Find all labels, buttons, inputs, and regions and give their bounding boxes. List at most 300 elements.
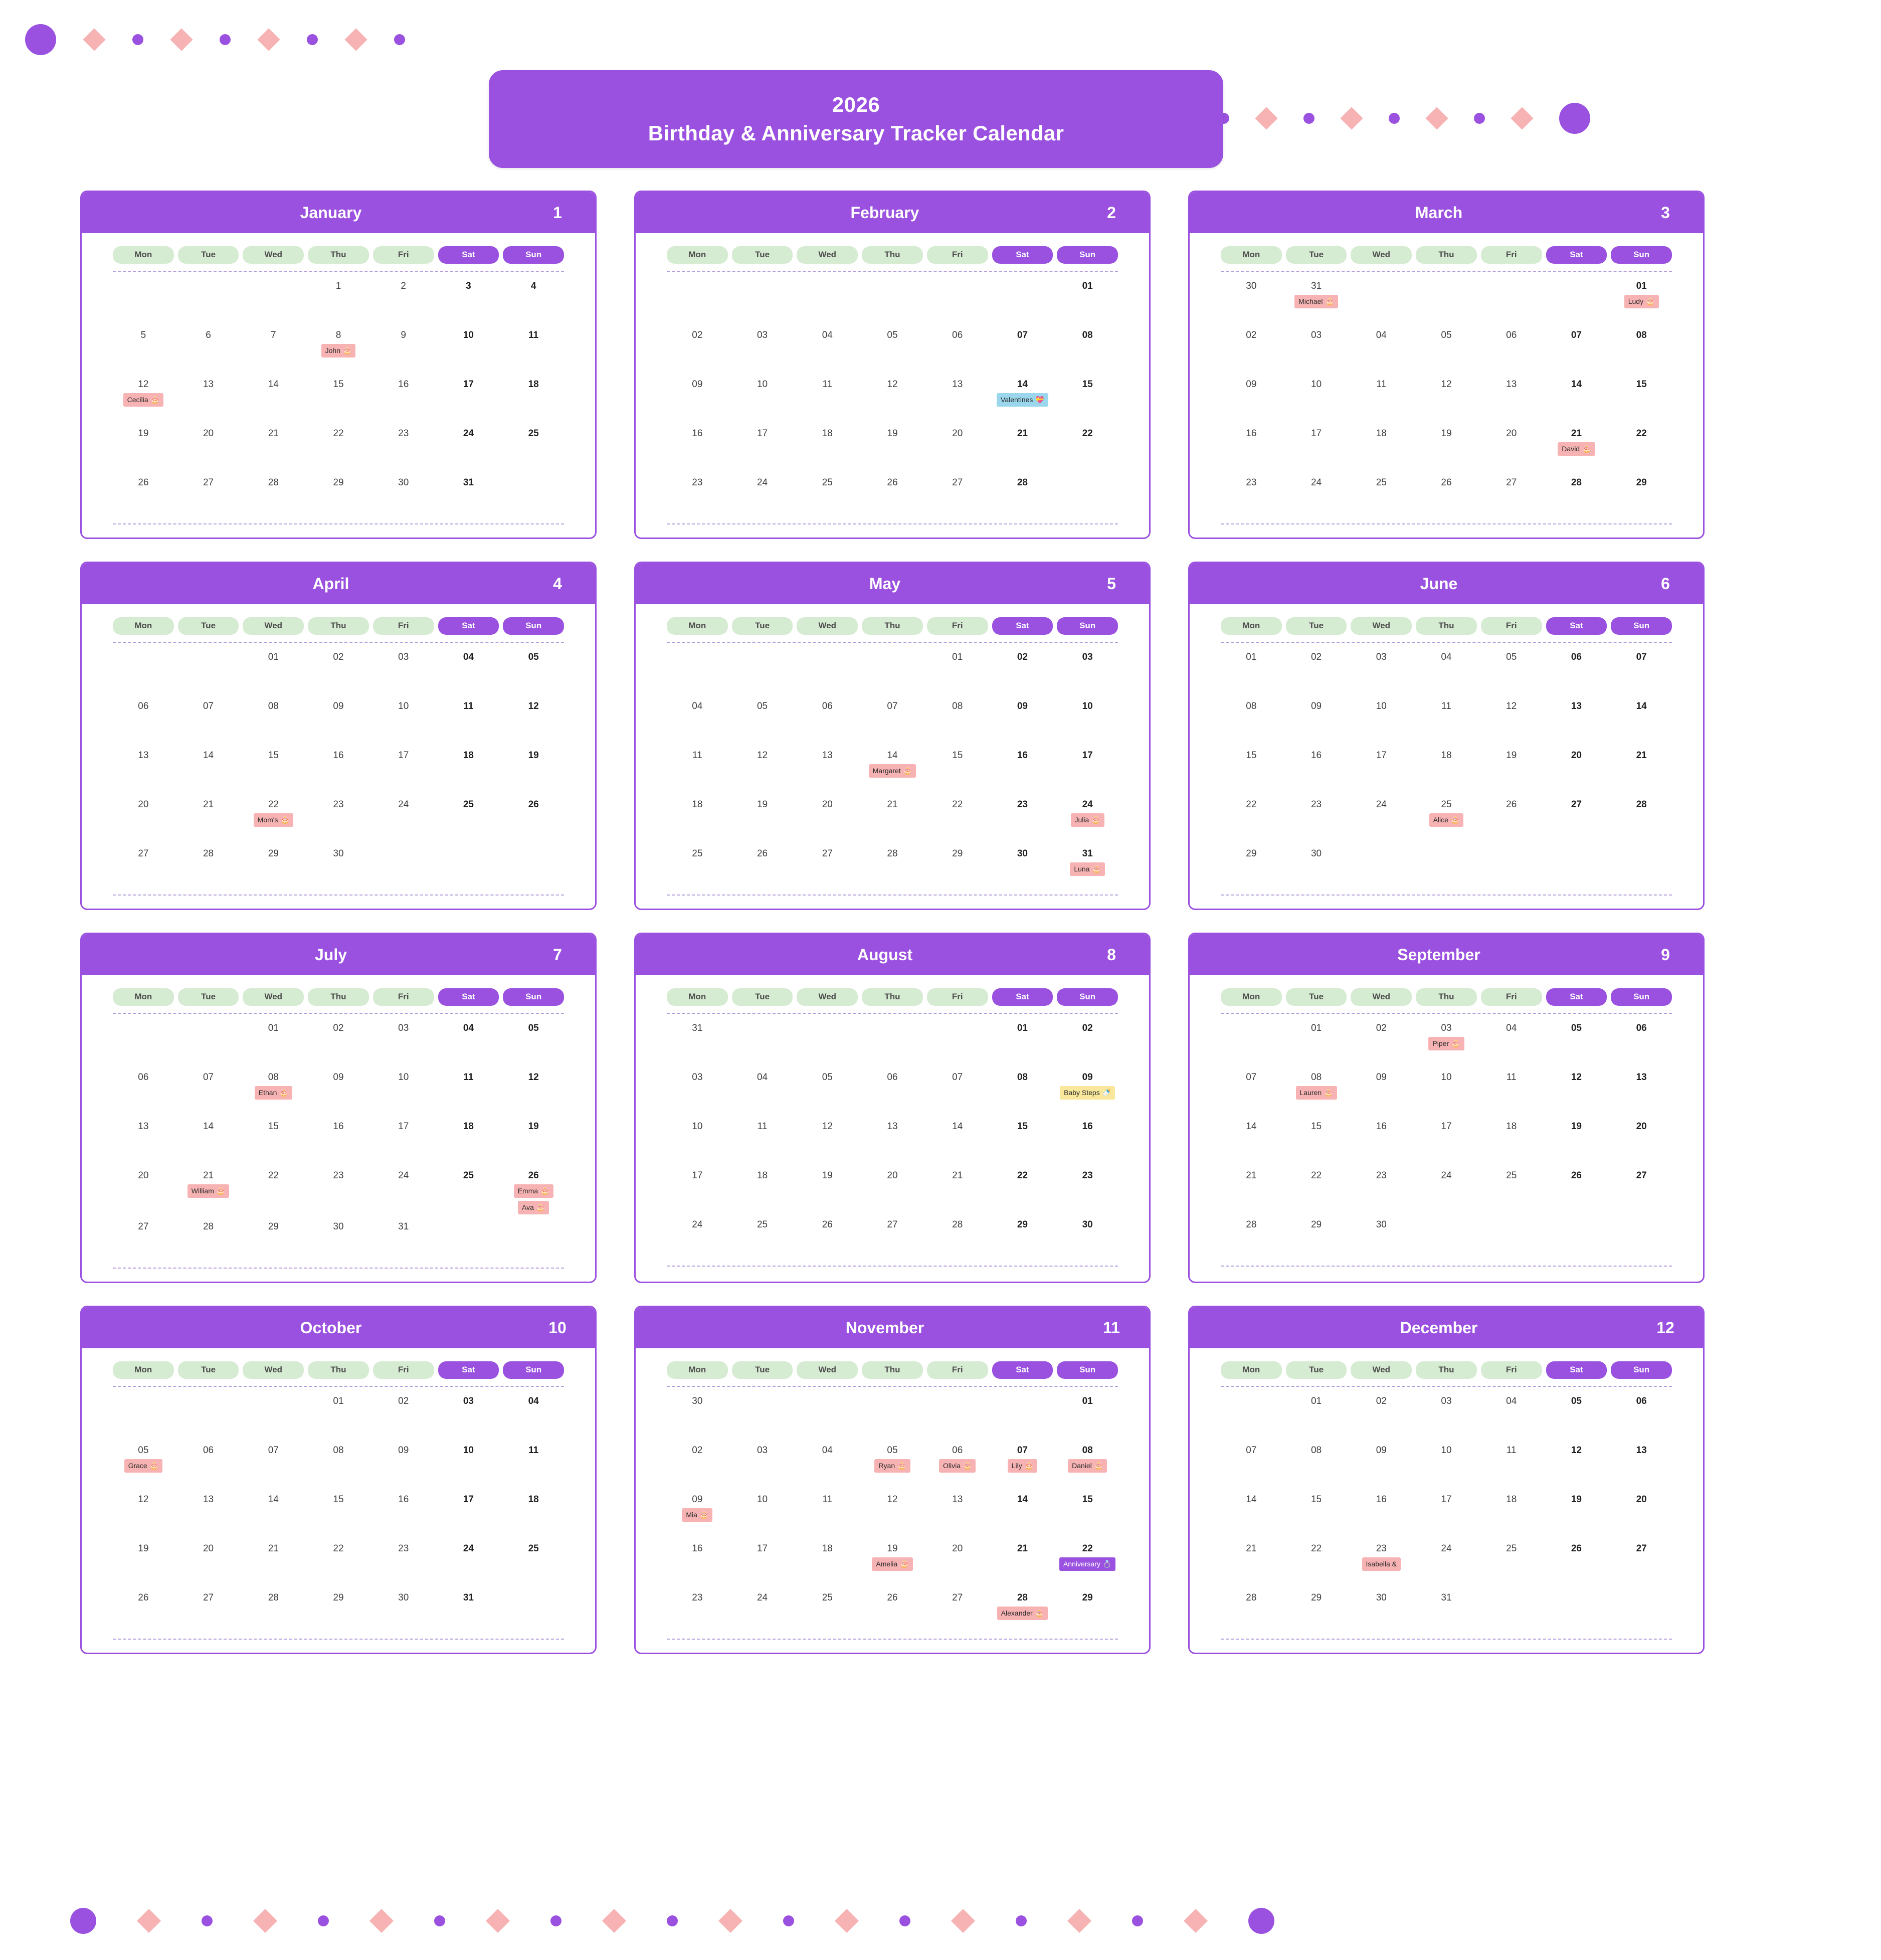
day-cell[interactable] [1416,372,1477,421]
day-cell[interactable] [927,743,988,792]
day-cell[interactable] [243,645,304,694]
day-cell[interactable] [113,1163,174,1214]
day-cell[interactable] [1286,1114,1347,1163]
day-cell[interactable] [373,1065,434,1114]
day-cell[interactable] [732,1114,793,1163]
day-cell[interactable] [1351,645,1412,694]
day-cell[interactable] [992,421,1053,470]
day-cell[interactable] [927,470,988,519]
day-cell[interactable] [1221,372,1282,421]
event-chip[interactable] [518,1201,549,1214]
day-cell[interactable] [862,421,923,470]
day-cell[interactable] [1481,1536,1542,1585]
day-cell[interactable] [862,372,923,421]
day-cell[interactable] [178,743,239,792]
day-cell[interactable] [1416,1016,1477,1065]
day-cell[interactable] [1057,274,1118,323]
day-cell[interactable] [113,1214,174,1264]
day-cell[interactable] [1611,372,1672,421]
day-cell[interactable] [1611,1016,1672,1065]
day-cell[interactable] [1481,694,1542,743]
day-cell[interactable] [667,694,728,743]
day-cell[interactable] [1221,792,1282,841]
day-cell[interactable] [178,1438,239,1487]
day-cell[interactable] [373,274,434,323]
day-cell[interactable] [1221,1114,1282,1163]
day-cell[interactable] [927,1212,988,1262]
day-cell[interactable] [1286,1212,1347,1262]
day-cell[interactable] [797,372,858,421]
day-cell[interactable] [243,1065,304,1114]
day-cell[interactable] [992,1487,1053,1536]
day-cell[interactable] [667,1585,728,1635]
day-cell[interactable] [992,1065,1053,1114]
day-cell[interactable] [1351,1585,1412,1635]
day-cell[interactable] [113,1438,174,1487]
day-cell[interactable] [862,841,923,890]
day-cell[interactable] [503,372,564,421]
event-chip[interactable] [939,1459,976,1473]
day-cell[interactable] [1221,1163,1282,1212]
day-cell[interactable] [732,1065,793,1114]
day-cell[interactable] [732,323,793,372]
event-chip[interactable] [1294,295,1338,308]
day-cell[interactable] [1057,421,1118,470]
day-cell[interactable] [1351,1065,1412,1114]
day-cell[interactable] [308,645,369,694]
day-cell[interactable] [1481,372,1542,421]
day-cell[interactable] [1481,1389,1542,1438]
day-cell[interactable] [1286,645,1347,694]
day-cell[interactable] [667,1163,728,1212]
day-cell[interactable] [1057,743,1118,792]
day-cell[interactable] [1611,421,1672,470]
day-cell[interactable] [992,1438,1053,1487]
day-cell[interactable] [992,1016,1053,1065]
day-cell[interactable] [992,1114,1053,1163]
day-cell[interactable] [797,1487,858,1536]
day-cell[interactable] [1416,1438,1477,1487]
day-cell[interactable] [732,841,793,890]
day-cell[interactable] [438,421,499,470]
day-cell[interactable] [797,792,858,841]
day-cell[interactable] [797,743,858,792]
event-chip[interactable] [187,1184,230,1198]
day-cell[interactable] [243,1114,304,1163]
day-cell[interactable] [862,1212,923,1262]
day-cell[interactable] [1611,645,1672,694]
day-cell[interactable] [732,1163,793,1212]
day-cell[interactable] [1351,1487,1412,1536]
day-cell[interactable] [113,470,174,519]
day-cell[interactable] [308,1065,369,1114]
event-chip[interactable] [124,1459,163,1473]
event-chip[interactable] [872,1557,912,1571]
event-chip[interactable] [874,1459,910,1473]
day-cell[interactable] [1416,1487,1477,1536]
day-cell[interactable] [992,1536,1053,1585]
day-cell[interactable] [1057,1016,1118,1065]
event-chip[interactable] [1558,442,1595,456]
day-cell[interactable] [373,694,434,743]
day-cell[interactable] [243,1163,304,1214]
day-cell[interactable] [373,1214,434,1264]
day-cell[interactable] [1221,1212,1282,1262]
day-cell[interactable] [797,323,858,372]
day-cell[interactable] [1351,421,1412,470]
day-cell[interactable] [178,372,239,421]
day-cell[interactable] [1286,421,1347,470]
day-cell[interactable] [1057,323,1118,372]
day-cell[interactable] [1546,1487,1607,1536]
day-cell[interactable] [667,1212,728,1262]
day-cell[interactable] [927,645,988,694]
day-cell[interactable] [1221,274,1282,323]
day-cell[interactable] [1286,1163,1347,1212]
day-cell[interactable] [503,645,564,694]
event-chip[interactable] [1624,295,1659,308]
day-cell[interactable] [1351,792,1412,841]
day-cell[interactable] [1611,792,1672,841]
day-cell[interactable] [308,1585,369,1635]
day-cell[interactable] [438,1114,499,1163]
day-cell[interactable] [503,274,564,323]
event-chip[interactable] [321,344,356,358]
day-cell[interactable] [373,470,434,519]
day-cell[interactable] [927,1487,988,1536]
day-cell[interactable] [308,1214,369,1264]
day-cell[interactable] [243,470,304,519]
day-cell[interactable] [373,1487,434,1536]
day-cell[interactable] [797,421,858,470]
day-cell[interactable] [992,1163,1053,1212]
day-cell[interactable] [1546,1016,1607,1065]
day-cell[interactable] [797,1163,858,1212]
day-cell[interactable] [308,792,369,841]
day-cell[interactable] [113,421,174,470]
day-cell[interactable] [178,841,239,890]
day-cell[interactable] [308,1389,369,1438]
day-cell[interactable] [1057,1389,1118,1438]
day-cell[interactable] [373,1536,434,1585]
day-cell[interactable] [113,1585,174,1635]
day-cell[interactable] [1416,792,1477,841]
day-cell[interactable] [178,1114,239,1163]
day-cell[interactable] [1546,1114,1607,1163]
day-cell[interactable] [1546,792,1607,841]
day-cell[interactable] [308,1163,369,1214]
day-cell[interactable] [667,1016,728,1065]
day-cell[interactable] [373,1016,434,1065]
day-cell[interactable] [732,1536,793,1585]
day-cell[interactable] [667,372,728,421]
day-cell[interactable] [1481,470,1542,519]
day-cell[interactable] [1611,1536,1672,1585]
day-cell[interactable] [1351,1389,1412,1438]
day-cell[interactable] [438,694,499,743]
event-chip[interactable] [1070,862,1105,876]
day-cell[interactable] [503,1487,564,1536]
day-cell[interactable] [797,470,858,519]
day-cell[interactable] [1546,1389,1607,1438]
event-chip[interactable] [1428,1037,1464,1050]
day-cell[interactable] [1057,372,1118,421]
event-chip[interactable] [1296,1086,1337,1100]
day-cell[interactable] [992,792,1053,841]
day-cell[interactable] [243,841,304,890]
day-cell[interactable] [862,1114,923,1163]
day-cell[interactable] [1611,1065,1672,1114]
day-cell[interactable] [1611,470,1672,519]
day-cell[interactable] [113,372,174,421]
day-cell[interactable] [1481,1016,1542,1065]
day-cell[interactable] [503,1536,564,1585]
day-cell[interactable] [243,1438,304,1487]
day-cell[interactable] [1481,1487,1542,1536]
day-cell[interactable] [438,1389,499,1438]
day-cell[interactable] [1416,645,1477,694]
day-cell[interactable] [113,743,174,792]
day-cell[interactable] [503,743,564,792]
day-cell[interactable] [503,1065,564,1114]
day-cell[interactable] [178,694,239,743]
day-cell[interactable] [1286,694,1347,743]
day-cell[interactable] [308,841,369,890]
day-cell[interactable] [308,694,369,743]
day-cell[interactable] [1221,1585,1282,1635]
day-cell[interactable] [1286,1016,1347,1065]
day-cell[interactable] [1286,1536,1347,1585]
day-cell[interactable] [667,1389,728,1438]
day-cell[interactable] [862,1065,923,1114]
day-cell[interactable] [1351,743,1412,792]
day-cell[interactable] [862,1585,923,1635]
event-chip[interactable] [254,813,293,827]
event-chip[interactable] [1068,1459,1107,1473]
day-cell[interactable] [927,421,988,470]
day-cell[interactable] [667,1065,728,1114]
day-cell[interactable] [178,1163,239,1214]
day-cell[interactable] [797,1065,858,1114]
day-cell[interactable] [1221,1536,1282,1585]
day-cell[interactable] [1546,372,1607,421]
day-cell[interactable] [667,1487,728,1536]
day-cell[interactable] [732,372,793,421]
day-cell[interactable] [1481,1438,1542,1487]
day-cell[interactable] [373,792,434,841]
day-cell[interactable] [1057,1438,1118,1487]
day-cell[interactable] [927,841,988,890]
day-cell[interactable] [927,1438,988,1487]
day-cell[interactable] [1481,421,1542,470]
day-cell[interactable] [438,1163,499,1214]
day-cell[interactable] [243,1487,304,1536]
day-cell[interactable] [797,1536,858,1585]
day-cell[interactable] [1481,743,1542,792]
day-cell[interactable] [1546,1438,1607,1487]
day-cell[interactable] [178,470,239,519]
day-cell[interactable] [373,1438,434,1487]
day-cell[interactable] [503,323,564,372]
day-cell[interactable] [927,1163,988,1212]
day-cell[interactable] [992,372,1053,421]
day-cell[interactable] [927,792,988,841]
day-cell[interactable] [992,470,1053,519]
day-cell[interactable] [1611,1487,1672,1536]
day-cell[interactable] [1351,323,1412,372]
day-cell[interactable] [1611,743,1672,792]
day-cell[interactable] [1057,1212,1118,1262]
day-cell[interactable] [667,1438,728,1487]
day-cell[interactable] [862,1438,923,1487]
day-cell[interactable] [178,792,239,841]
day-cell[interactable] [1546,1536,1607,1585]
day-cell[interactable] [732,421,793,470]
day-cell[interactable] [927,1114,988,1163]
day-cell[interactable] [1481,1163,1542,1212]
day-cell[interactable] [1481,323,1542,372]
day-cell[interactable] [308,1487,369,1536]
day-cell[interactable] [243,1585,304,1635]
day-cell[interactable] [308,1536,369,1585]
day-cell[interactable] [438,323,499,372]
day-cell[interactable] [1611,1438,1672,1487]
day-cell[interactable] [178,421,239,470]
day-cell[interactable] [1221,1487,1282,1536]
day-cell[interactable] [732,792,793,841]
day-cell[interactable] [1057,841,1118,890]
day-cell[interactable] [797,1438,858,1487]
day-cell[interactable] [1286,274,1347,323]
day-cell[interactable] [797,841,858,890]
day-cell[interactable] [862,470,923,519]
day-cell[interactable] [1546,743,1607,792]
day-cell[interactable] [503,1389,564,1438]
event-chip[interactable] [1071,813,1104,827]
day-cell[interactable] [243,372,304,421]
day-cell[interactable] [1057,645,1118,694]
day-cell[interactable] [113,841,174,890]
day-cell[interactable] [308,1016,369,1065]
day-cell[interactable] [438,372,499,421]
day-cell[interactable] [1286,1487,1347,1536]
day-cell[interactable] [503,1114,564,1163]
day-cell[interactable] [1221,1438,1282,1487]
day-cell[interactable] [1416,1114,1477,1163]
day-cell[interactable] [438,1065,499,1114]
day-cell[interactable] [1221,470,1282,519]
day-cell[interactable] [1286,1585,1347,1635]
day-cell[interactable] [308,1114,369,1163]
day-cell[interactable] [503,694,564,743]
day-cell[interactable] [667,470,728,519]
day-cell[interactable] [1351,1212,1412,1262]
day-cell[interactable] [1416,694,1477,743]
day-cell[interactable] [1546,421,1607,470]
day-cell[interactable] [373,1163,434,1214]
day-cell[interactable] [862,323,923,372]
day-cell[interactable] [992,694,1053,743]
day-cell[interactable] [992,323,1053,372]
day-cell[interactable] [373,421,434,470]
event-chip[interactable] [997,1607,1048,1620]
day-cell[interactable] [667,421,728,470]
day-cell[interactable] [1611,694,1672,743]
day-cell[interactable] [1286,841,1347,890]
day-cell[interactable] [732,694,793,743]
day-cell[interactable] [1351,1438,1412,1487]
day-cell[interactable] [1416,1065,1477,1114]
day-cell[interactable] [1481,792,1542,841]
day-cell[interactable] [1546,323,1607,372]
day-cell[interactable] [1611,1114,1672,1163]
day-cell[interactable] [732,743,793,792]
day-cell[interactable] [1351,1114,1412,1163]
day-cell[interactable] [797,1585,858,1635]
day-cell[interactable] [927,1585,988,1635]
day-cell[interactable] [308,421,369,470]
day-cell[interactable] [1057,792,1118,841]
day-cell[interactable] [178,1214,239,1264]
day-cell[interactable] [373,1585,434,1635]
day-cell[interactable] [243,1214,304,1264]
day-cell[interactable] [178,1065,239,1114]
day-cell[interactable] [992,645,1053,694]
event-chip[interactable] [682,1508,712,1522]
day-cell[interactable] [1286,470,1347,519]
day-cell[interactable] [1611,1163,1672,1212]
day-cell[interactable] [1286,1065,1347,1114]
event-chip[interactable] [514,1184,553,1198]
day-cell[interactable] [178,1487,239,1536]
day-cell[interactable] [1057,694,1118,743]
day-cell[interactable] [992,1212,1053,1262]
day-cell[interactable] [992,1585,1053,1635]
day-cell[interactable] [927,372,988,421]
day-cell[interactable] [503,1163,564,1214]
day-cell[interactable] [438,274,499,323]
day-cell[interactable] [1351,694,1412,743]
day-cell[interactable] [1416,323,1477,372]
day-cell[interactable] [667,792,728,841]
day-cell[interactable] [1481,1065,1542,1114]
day-cell[interactable] [1286,792,1347,841]
event-chip[interactable] [1060,1086,1115,1100]
day-cell[interactable] [1286,1389,1347,1438]
day-cell[interactable] [1416,1536,1477,1585]
day-cell[interactable] [438,1016,499,1065]
day-cell[interactable] [438,743,499,792]
day-cell[interactable] [178,1585,239,1635]
day-cell[interactable] [243,792,304,841]
day-cell[interactable] [927,323,988,372]
day-cell[interactable] [373,645,434,694]
day-cell[interactable] [667,323,728,372]
event-chip[interactable] [1362,1557,1401,1571]
day-cell[interactable] [732,1438,793,1487]
day-cell[interactable] [1546,1065,1607,1114]
day-cell[interactable] [1416,421,1477,470]
day-cell[interactable] [732,1487,793,1536]
day-cell[interactable] [1057,1585,1118,1635]
day-cell[interactable] [308,743,369,792]
day-cell[interactable] [1221,323,1282,372]
day-cell[interactable] [503,792,564,841]
day-cell[interactable] [373,743,434,792]
day-cell[interactable] [1286,372,1347,421]
day-cell[interactable] [438,470,499,519]
day-cell[interactable] [373,1389,434,1438]
